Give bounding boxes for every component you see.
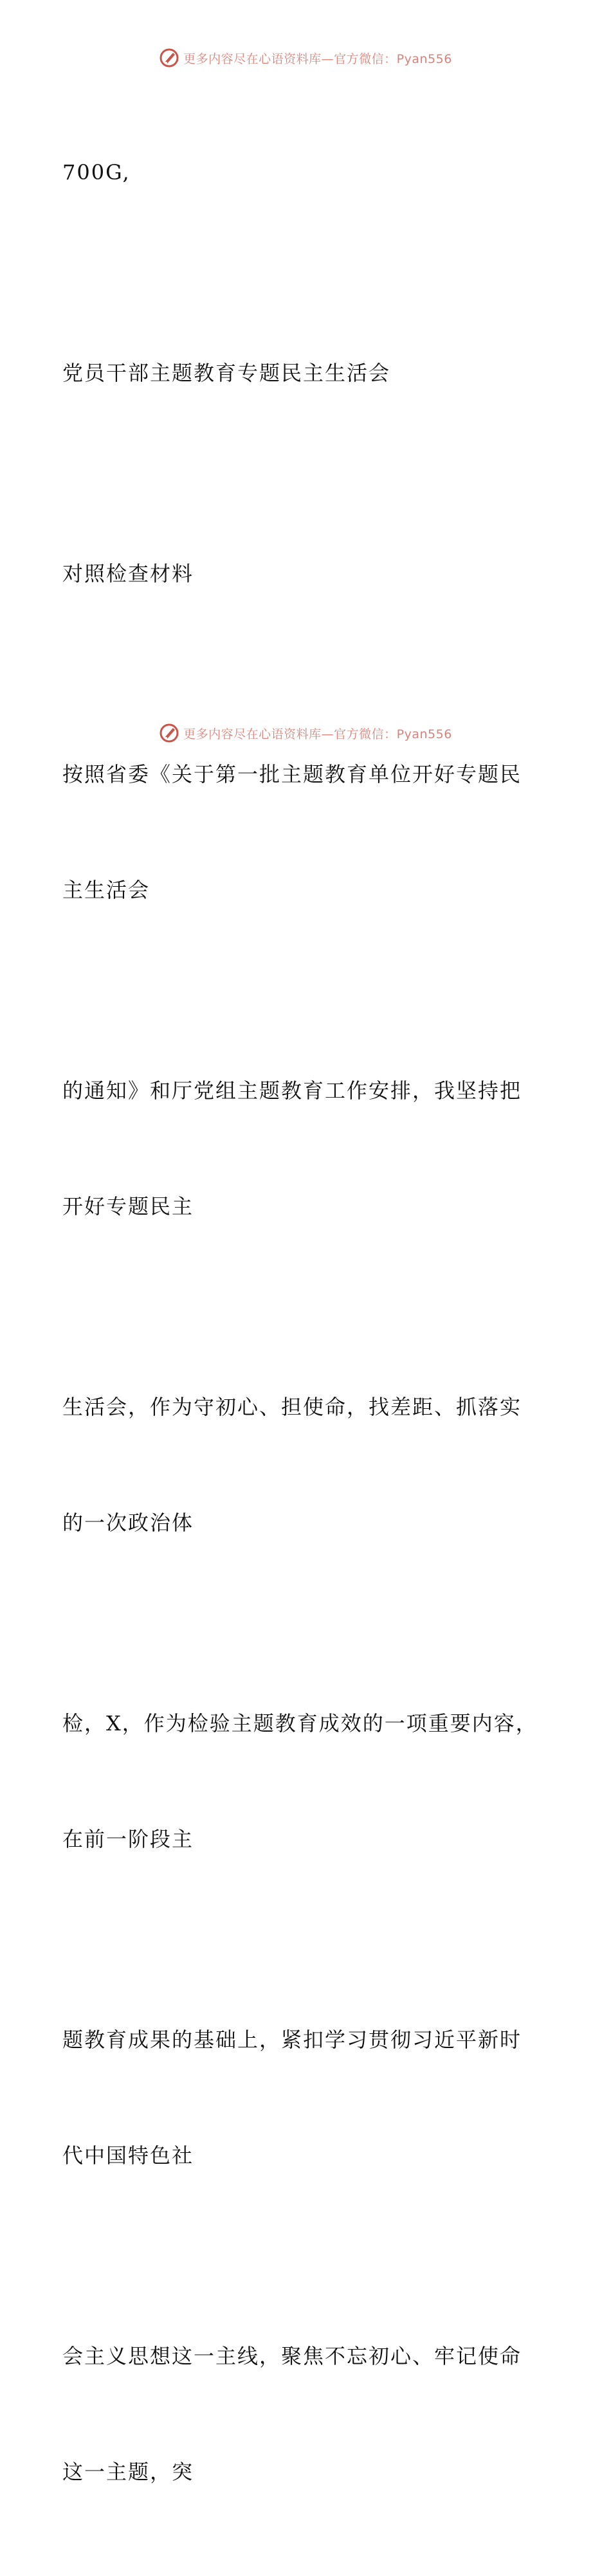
text-line: 开好专题民主 — [62, 1194, 194, 1219]
text-line: 700G, — [62, 160, 131, 185]
text-line: 这一主题，突 — [62, 2460, 194, 2484]
paragraph — [62, 1943, 538, 2252]
text-line: 在前一阶段主 — [62, 1827, 194, 1851]
paragraph — [62, 1627, 538, 1936]
paragraph-code — [62, 76, 538, 269]
text-line: 党员干部主题教育专题民主生活会 — [62, 361, 391, 385]
text-line: 检，X，作为检验主题教育成效的一项重要内容， — [62, 1711, 538, 1736]
text-line: 会主义思想这一主线，聚焦不忘初心、牢记使命 — [62, 2344, 522, 2368]
paragraph — [62, 994, 538, 1303]
watermark-text: 更多内容尽在心语资料库—官方微信：Pyan556 — [183, 727, 452, 741]
text-line: 题教育成果的基础上，紧扣学习贯彻习近平新时 — [62, 2027, 522, 2052]
text-line: 的一次政治体 — [62, 1510, 194, 1535]
text-line: 的通知》和厅党组主题教育工作安排，我坚持把 — [62, 1078, 522, 1103]
text-line: 对照检查材料 — [62, 561, 194, 586]
document-subtitle — [62, 477, 538, 670]
footer-watermark-banner — [0, 720, 611, 746]
pen-seal-icon — [159, 723, 179, 743]
text-line: 生活会，作为守初心、担使命，找差距、抓落实 — [62, 1395, 522, 1419]
text-line: 主生活会 — [62, 878, 150, 902]
paragraph — [62, 2260, 538, 2568]
text-line: 代中国特色社 — [62, 2143, 194, 2168]
document-title — [62, 277, 538, 469]
paragraph — [62, 1311, 538, 1619]
document-body — [62, 76, 538, 2576]
pen-seal-icon — [159, 48, 179, 68]
header-watermark-banner — [0, 45, 611, 71]
text-line: 按照省委《关于第一批主题教育单位开好专题民 — [62, 762, 522, 786]
watermark-text: 更多内容尽在心语资料库—官方微信：Pyan556 — [183, 51, 452, 66]
